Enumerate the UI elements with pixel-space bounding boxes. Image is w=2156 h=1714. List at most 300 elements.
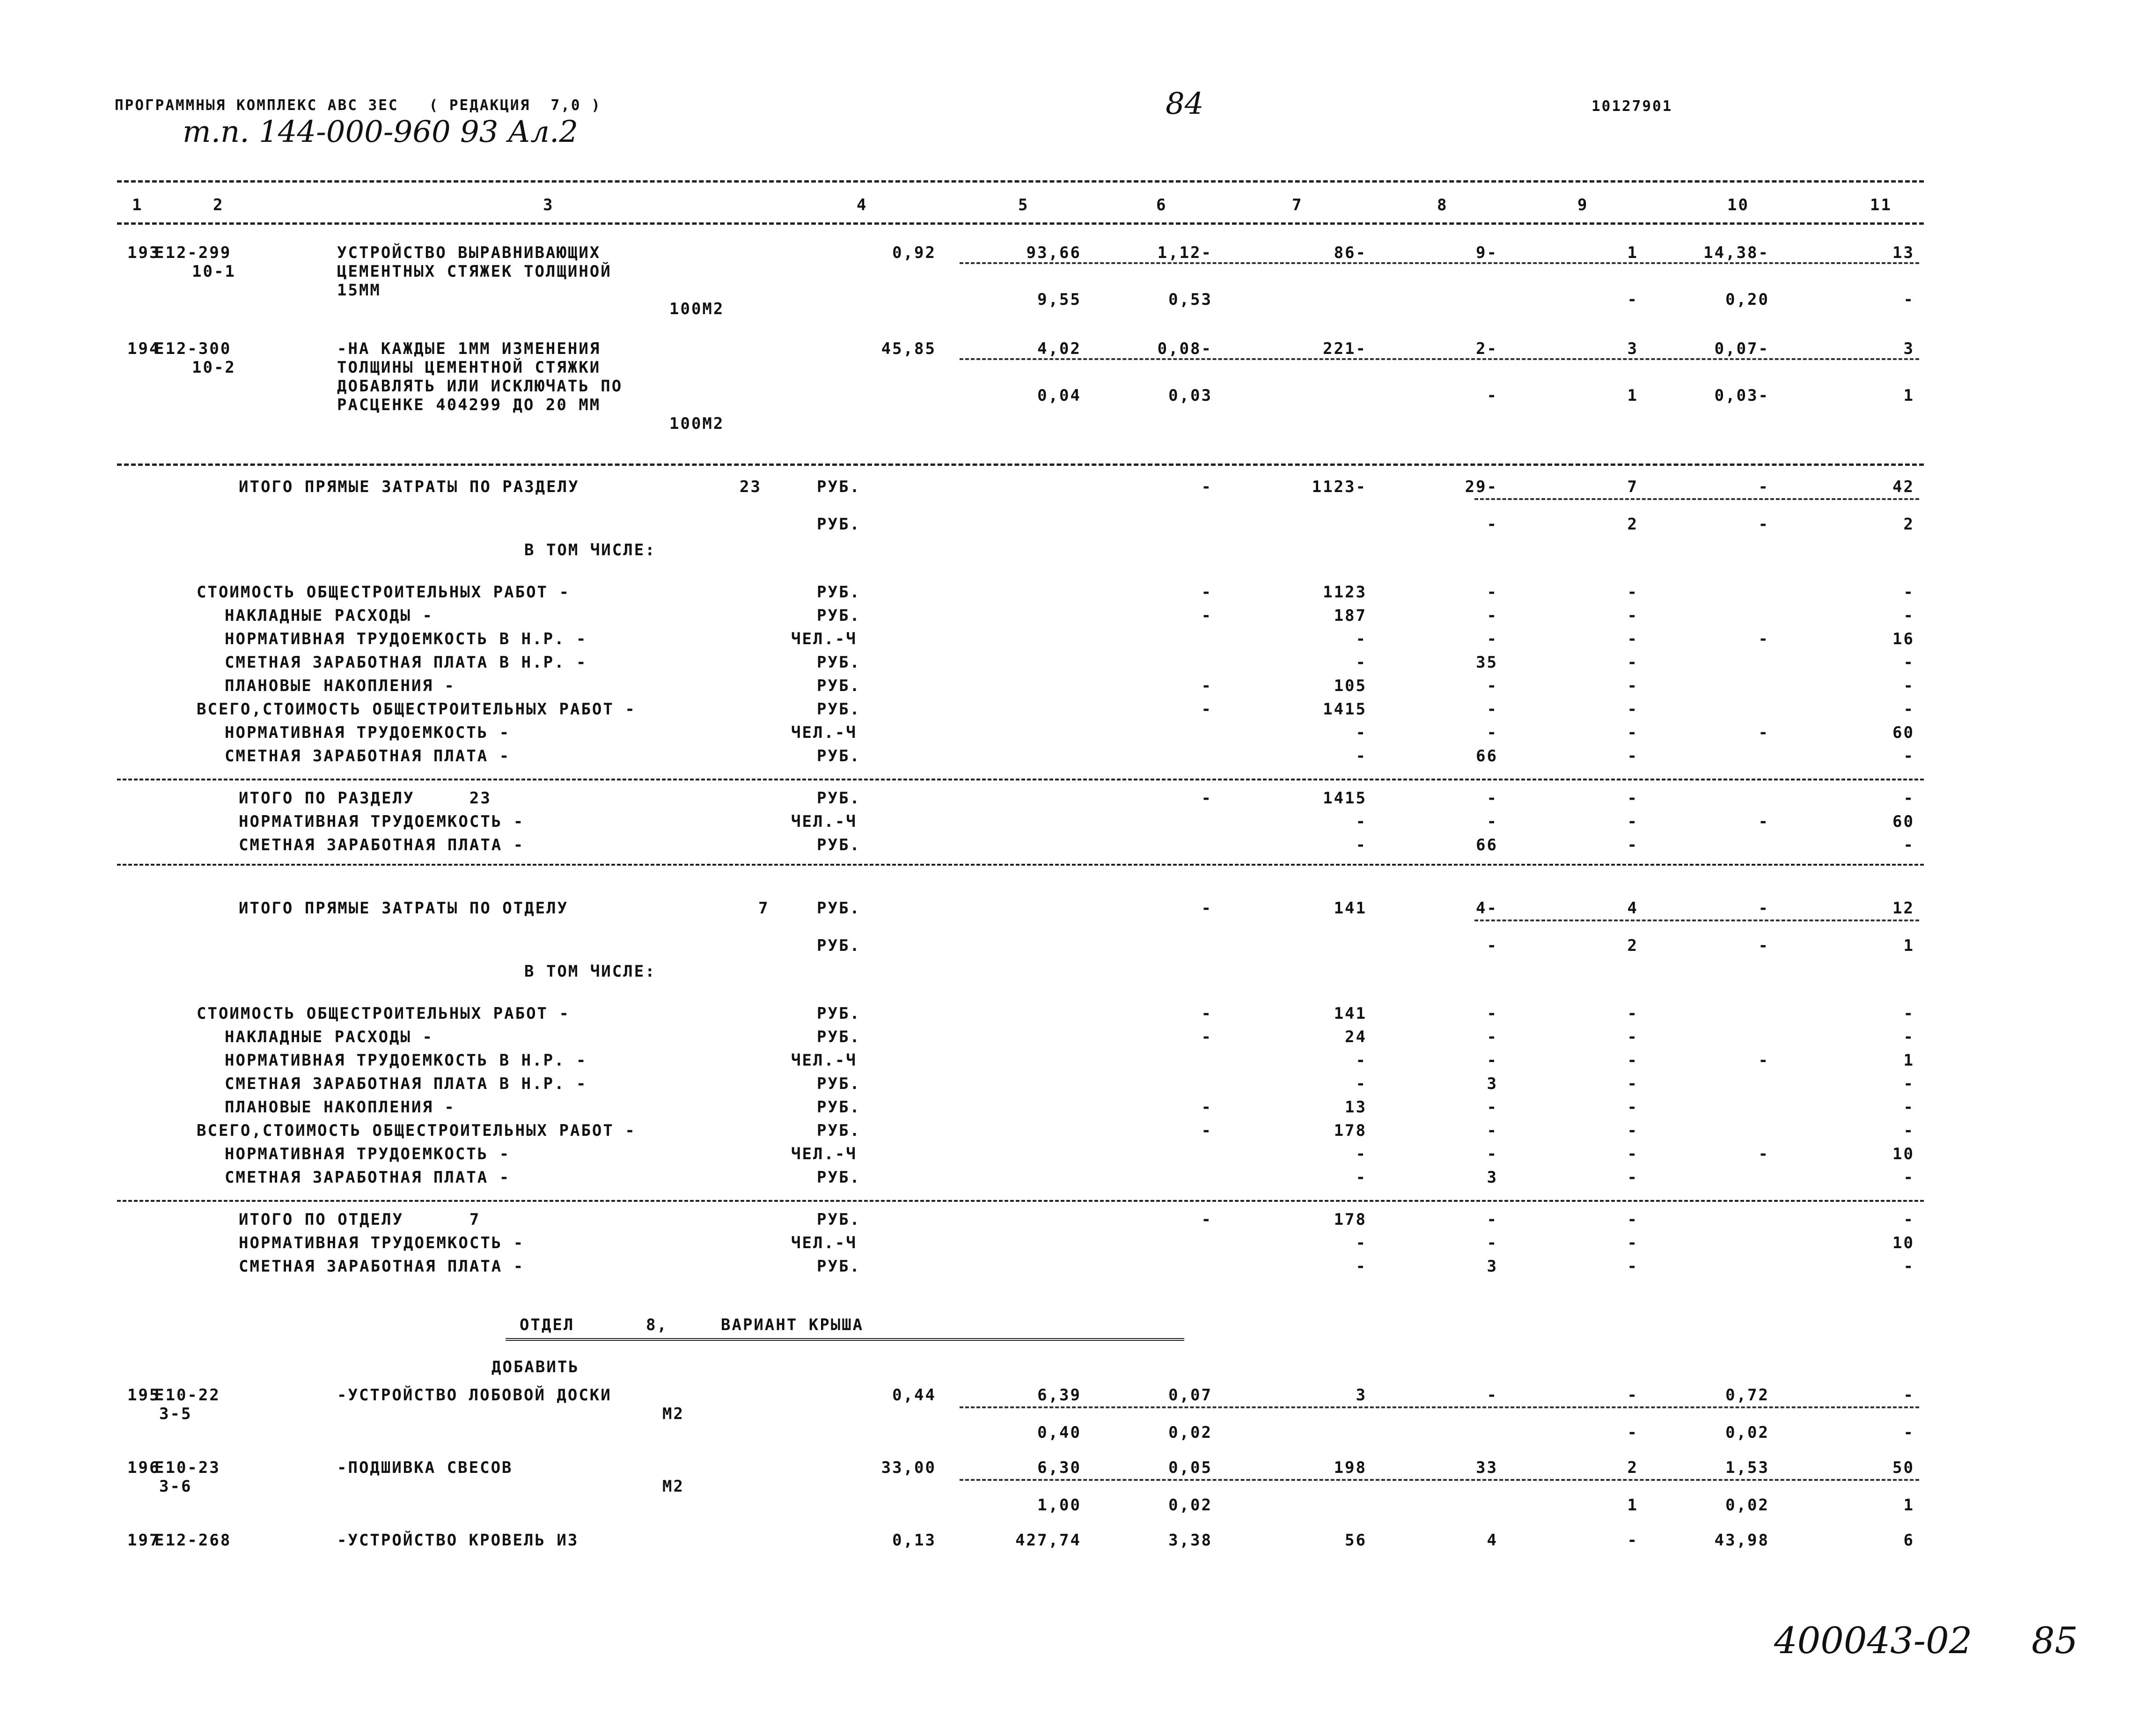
- cell-col11: -: [1903, 836, 1914, 854]
- cell-col6: -: [1201, 1121, 1212, 1140]
- cell-col8: 33: [1476, 1458, 1498, 1477]
- cell-col7: 187: [1334, 606, 1367, 625]
- cell-col10: 0,02: [1725, 1496, 1769, 1515]
- work-description-line: ДОБАВЛЯТЬ ИЛИ ИСКЛЮЧАТЬ ПО: [337, 377, 623, 396]
- rule: [117, 864, 1924, 866]
- cell-col9: -: [1627, 812, 1638, 831]
- double-rule: [506, 1338, 1184, 1341]
- column-number-9: 9: [1577, 196, 1589, 214]
- cell-col9: 2: [1627, 936, 1638, 955]
- cell-col8: -: [1487, 1386, 1498, 1405]
- unit: РУБ.: [817, 1074, 861, 1093]
- work-description: -ПОДШИВКА СВЕСОВ: [337, 1458, 513, 1477]
- cell-col8: 4: [1487, 1531, 1498, 1550]
- department-label: ОТДЕЛ: [520, 1316, 575, 1334]
- cost-item-label: НОРМАТИВНАЯ ТРУДОЕМКОСТЬ В Н.Р. -: [225, 630, 587, 648]
- cell-col11: -: [1903, 747, 1914, 765]
- unit: РУБ.: [817, 583, 861, 602]
- total-number: 7: [758, 899, 770, 918]
- including-heading: В ТОМ ЧИСЛЕ:: [524, 962, 656, 981]
- cell-col11: 1: [1903, 1496, 1914, 1515]
- cell-col9: -: [1627, 1004, 1638, 1023]
- cell-col9: 1: [1627, 1496, 1638, 1515]
- cell-col9: 3: [1627, 339, 1638, 358]
- row-number: 194: [127, 339, 161, 358]
- cell-col9: -: [1627, 700, 1638, 719]
- cell-col8: -: [1487, 1145, 1498, 1163]
- cost-item-label: СМЕТНАЯ ЗАРАБОТНАЯ ПЛАТА В Н.Р. -: [225, 653, 587, 672]
- footer-doc-number: 400043-02: [1774, 1620, 1973, 1662]
- summary-label: НОРМАТИВНАЯ ТРУДОЕМКОСТЬ -: [239, 1234, 525, 1252]
- cell-col6: 0,03: [1168, 386, 1212, 405]
- work-description: -УСТРОЙСТВО КРОВЕЛЬ ИЗ: [337, 1531, 579, 1550]
- unit: РУБ.: [817, 515, 861, 534]
- cell-col8: 4-: [1476, 899, 1498, 918]
- cell-col11: -: [1903, 606, 1914, 625]
- cell-col6: 0,05: [1168, 1458, 1212, 1477]
- cell-col10: 0,07-: [1714, 339, 1769, 358]
- cell-col6: 3,38: [1168, 1531, 1212, 1550]
- price-subcode: 3-6: [159, 1477, 192, 1496]
- sub-rule: [960, 358, 1919, 360]
- price-code: Е10-22: [154, 1386, 220, 1405]
- cell-col6: -: [1201, 899, 1212, 918]
- cell-col9: 1: [1627, 386, 1638, 405]
- cell-col7: -: [1356, 812, 1367, 831]
- cell-col9: -: [1627, 1234, 1638, 1252]
- work-description-line: РАСЦЕНКЕ 404299 ДО 20 ММ: [337, 396, 601, 414]
- price-code: Е10-23: [154, 1458, 220, 1477]
- cell-col8: 3: [1487, 1074, 1498, 1093]
- price-code: Е12-268: [154, 1531, 232, 1550]
- column-number-7: 7: [1292, 196, 1303, 214]
- cell-col11: -: [1903, 583, 1914, 602]
- column-number-3: 3: [543, 196, 554, 214]
- cell-col11: 1: [1903, 386, 1914, 405]
- cell-col7: -: [1356, 1074, 1367, 1093]
- cell-col11: 10: [1892, 1234, 1914, 1252]
- cell-col10: -: [1758, 936, 1769, 955]
- cell-col8: -: [1487, 583, 1498, 602]
- cell-col4: 33,00: [881, 1458, 936, 1477]
- department-title: ВАРИАНТ КРЫША: [721, 1316, 864, 1334]
- rule: [117, 180, 1924, 183]
- add-heading: ДОБАВИТЬ: [491, 1358, 579, 1376]
- cell-col11: 10: [1892, 1145, 1914, 1163]
- unit: ЧЕЛ.-Ч: [791, 812, 857, 831]
- cell-col11: 50: [1892, 1458, 1914, 1477]
- cell-col7: 56: [1345, 1531, 1367, 1550]
- cell-col7: 3: [1356, 1386, 1367, 1405]
- cell-col8: 29-: [1465, 478, 1498, 496]
- cell-col9: -: [1627, 653, 1638, 672]
- cell-col6: 0,53: [1168, 290, 1212, 309]
- cell-col7: 141: [1334, 1004, 1367, 1023]
- cell-col11: -: [1903, 1121, 1914, 1140]
- cell-col9: -: [1627, 1257, 1638, 1276]
- cell-col8: -: [1487, 723, 1498, 742]
- cell-col5: 427,74: [1015, 1531, 1081, 1550]
- unit: РУБ.: [817, 747, 861, 765]
- summary-label: СМЕТНАЯ ЗАРАБОТНАЯ ПЛАТА -: [239, 1257, 525, 1276]
- column-number-11: 11: [1870, 196, 1892, 214]
- cell-col8: -: [1487, 1004, 1498, 1023]
- unit: РУБ.: [817, 478, 861, 496]
- cell-col10: -: [1758, 515, 1769, 534]
- cell-col9: -: [1627, 1423, 1638, 1442]
- cell-col5: 6,39: [1037, 1386, 1081, 1405]
- cell-col11: -: [1903, 1210, 1914, 1229]
- unit: РУБ.: [817, 606, 861, 625]
- cell-col11: 12: [1892, 899, 1914, 918]
- cell-col7: 1415: [1323, 789, 1367, 808]
- cell-col5: 6,30: [1037, 1458, 1081, 1477]
- cell-col5: 4,02: [1037, 339, 1081, 358]
- unit: РУБ.: [817, 653, 861, 672]
- cell-col11: -: [1903, 1168, 1914, 1187]
- cell-col9: -: [1627, 1386, 1638, 1405]
- cell-col7: -: [1356, 723, 1367, 742]
- column-number-6: 6: [1156, 196, 1167, 214]
- summary-label: НОРМАТИВНАЯ ТРУДОЕМКОСТЬ -: [239, 812, 525, 831]
- cell-col5: 93,66: [1026, 243, 1081, 262]
- cell-col10: -: [1758, 899, 1769, 918]
- cell-col7: -: [1356, 1257, 1367, 1276]
- cell-col6: -: [1201, 1210, 1212, 1229]
- cell-col7: 1123-: [1312, 478, 1367, 496]
- cell-col9: -: [1627, 789, 1638, 808]
- cell-col9: -: [1627, 677, 1638, 695]
- unit: РУБ.: [817, 836, 861, 854]
- unit: РУБ.: [817, 936, 861, 955]
- cell-col10: 0,02: [1725, 1423, 1769, 1442]
- cell-col7: 1415: [1323, 700, 1367, 719]
- cell-col7: 24: [1345, 1028, 1367, 1046]
- cell-col8: 3: [1487, 1168, 1498, 1187]
- cell-col5: 9,55: [1037, 290, 1081, 309]
- cell-col7: -: [1356, 1145, 1367, 1163]
- price-code: Е12-300: [154, 339, 232, 358]
- cell-col7: 178: [1334, 1121, 1367, 1140]
- cell-col10: -: [1758, 812, 1769, 831]
- cell-col4: 45,85: [881, 339, 936, 358]
- cell-col7: -: [1356, 1234, 1367, 1252]
- column-number-5: 5: [1018, 196, 1029, 214]
- cell-col8: 35: [1476, 653, 1498, 672]
- cell-col6: -: [1201, 1098, 1212, 1117]
- unit: РУБ.: [817, 1121, 861, 1140]
- cell-col9: -: [1627, 1074, 1638, 1093]
- rule: [117, 222, 1924, 225]
- cell-col9: -: [1627, 1051, 1638, 1070]
- cell-col10: -: [1758, 1051, 1769, 1070]
- cell-col7: -: [1356, 747, 1367, 765]
- cell-col9: 1: [1627, 243, 1638, 262]
- cell-col11: -: [1903, 1028, 1914, 1046]
- cell-col9: 2: [1627, 1458, 1638, 1477]
- department-number: 8,: [646, 1316, 668, 1334]
- cost-item-label: СМЕТНАЯ ЗАРАБОТНАЯ ПЛАТА В Н.Р. -: [225, 1074, 587, 1093]
- cost-item-label: СМЕТНАЯ ЗАРАБОТНАЯ ПЛАТА -: [225, 1168, 511, 1187]
- cell-col11: 3: [1903, 339, 1914, 358]
- cell-col6: -: [1201, 677, 1212, 695]
- work-description-line: ЦЕМЕНТНЫХ СТЯЖЕК ТОЛЩИНОЙ: [337, 262, 612, 281]
- row-number: 196: [127, 1458, 161, 1477]
- row-number: 195: [127, 1386, 161, 1405]
- unit: РУБ.: [817, 899, 861, 918]
- cell-col10: 14,38-: [1703, 243, 1769, 262]
- cost-item-label: НАКЛАДНЫЕ РАСХОДЫ -: [225, 606, 433, 625]
- cell-col6: -: [1201, 583, 1212, 602]
- price-subcode: 3-5: [159, 1405, 192, 1423]
- cell-col8: -: [1487, 630, 1498, 648]
- sub-rule: [1474, 498, 1919, 500]
- cell-col6: -: [1201, 789, 1212, 808]
- cell-col11: 16: [1892, 630, 1914, 648]
- cell-col6: -: [1201, 1028, 1212, 1046]
- cell-col8: 9-: [1476, 243, 1498, 262]
- unit: ЧЕЛ.-Ч: [791, 723, 857, 742]
- cell-col10: 1,53: [1725, 1458, 1769, 1477]
- cell-col10: 0,20: [1725, 290, 1769, 309]
- work-description-line: ТОЛЩИНЫ ЦЕМЕНТНОЙ СТЯЖКИ: [337, 358, 601, 377]
- price-code: Е12-299: [154, 243, 232, 262]
- cell-col8: -: [1487, 1028, 1498, 1046]
- footer-page-number: 85: [2031, 1620, 2078, 1662]
- cell-col11: 1: [1903, 936, 1914, 955]
- cell-col8: 66: [1476, 747, 1498, 765]
- cell-col7: -: [1356, 653, 1367, 672]
- unit: РУБ.: [817, 700, 861, 719]
- cell-col11: 60: [1892, 812, 1914, 831]
- cost-item-label: СМЕТНАЯ ЗАРАБОТНАЯ ПЛАТА -: [225, 747, 511, 765]
- cell-col6: -: [1201, 1004, 1212, 1023]
- cell-col6: -: [1201, 700, 1212, 719]
- cell-col6: 0,07: [1168, 1386, 1212, 1405]
- cell-col9: -: [1627, 723, 1638, 742]
- unit: РУБ.: [817, 1004, 861, 1023]
- cost-item-label: СТОИМОСТЬ ОБЩЕСТРОИТЕЛЬНЫХ РАБОТ -: [197, 583, 570, 602]
- program-header: ПРОГРАММНЫЯ КОМПЛЕКС АВС ЗЕС ( РЕДАКЦИЯ 7,0 ): [115, 97, 601, 114]
- cell-col5: 1,00: [1037, 1496, 1081, 1515]
- cell-col9: -: [1627, 1098, 1638, 1117]
- column-number-4: 4: [857, 196, 868, 214]
- unit: РУБ.: [817, 1098, 861, 1117]
- unit: РУБ.: [817, 1257, 861, 1276]
- rule: [117, 779, 1924, 780]
- cell-col7: -: [1356, 1168, 1367, 1187]
- cell-col11: 6: [1903, 1531, 1914, 1550]
- unit: РУБ.: [817, 1168, 861, 1187]
- cost-item-label: НОРМАТИВНАЯ ТРУДОЕМКОСТЬ -: [225, 723, 511, 742]
- cell-col7: 178: [1334, 1210, 1367, 1229]
- handwritten-reference: т.п. 144-000-960 93 Ал.2: [183, 115, 579, 149]
- cell-col8: 2-: [1476, 339, 1498, 358]
- cell-col6: -: [1201, 606, 1212, 625]
- cell-col11: -: [1903, 1074, 1914, 1093]
- unit: РУБ.: [817, 677, 861, 695]
- sub-rule: [960, 1406, 1919, 1408]
- cell-col8: -: [1487, 789, 1498, 808]
- unit-of-measure: М2: [662, 1405, 684, 1423]
- cost-item-label: НАКЛАДНЫЕ РАСХОДЫ -: [225, 1028, 433, 1046]
- cell-col11: 2: [1903, 515, 1914, 534]
- sub-rule: [960, 262, 1919, 264]
- cell-col8: -: [1487, 1051, 1498, 1070]
- cell-col9: -: [1627, 1121, 1638, 1140]
- sub-rule: [1474, 920, 1919, 921]
- cell-col5: 0,04: [1037, 386, 1081, 405]
- cost-item-label: СТОИМОСТЬ ОБЩЕСТРОИТЕЛЬНЫХ РАБОТ -: [197, 1004, 570, 1023]
- cell-col9: -: [1627, 1028, 1638, 1046]
- cell-col6: -: [1201, 478, 1212, 496]
- cell-col11: -: [1903, 1257, 1914, 1276]
- cell-col9: -: [1627, 1531, 1638, 1550]
- cell-col7: 86-: [1334, 243, 1367, 262]
- cell-col8: -: [1487, 812, 1498, 831]
- cell-col8: -: [1487, 936, 1498, 955]
- cell-col7: -: [1356, 1051, 1367, 1070]
- cell-col11: -: [1903, 700, 1914, 719]
- cost-item-label: НОРМАТИВНАЯ ТРУДОЕМКОСТЬ -: [225, 1145, 511, 1163]
- cell-col8: -: [1487, 1121, 1498, 1140]
- cell-col10: -: [1758, 630, 1769, 648]
- cell-col11: 1: [1903, 1051, 1914, 1070]
- cell-col9: 7: [1627, 478, 1638, 496]
- direct-cost-total-label: ИТОГО ПРЯМЫЕ ЗАТРАТЫ ПО ОТДЕЛУ: [239, 899, 569, 918]
- cell-col10: 0,72: [1725, 1386, 1769, 1405]
- cell-col8: -: [1487, 700, 1498, 719]
- cell-col5: 0,40: [1037, 1423, 1081, 1442]
- cell-col8: -: [1487, 1098, 1498, 1117]
- cell-col6: 0,02: [1168, 1496, 1212, 1515]
- cell-col11: 13: [1892, 243, 1914, 262]
- cell-col11: -: [1903, 1098, 1914, 1117]
- cell-col11: -: [1903, 1423, 1914, 1442]
- unit: РУБ.: [817, 789, 861, 808]
- cell-col11: -: [1903, 653, 1914, 672]
- unit: ЧЕЛ.-Ч: [791, 1145, 857, 1163]
- summary-label: СМЕТНАЯ ЗАРАБОТНАЯ ПЛАТА -: [239, 836, 525, 854]
- cell-col8: -: [1487, 677, 1498, 695]
- cell-col7: 105: [1334, 677, 1367, 695]
- summary-label: ИТОГО ПО РАЗДЕЛУ 23: [239, 789, 491, 808]
- including-heading: В ТОМ ЧИСЛЕ:: [524, 541, 656, 559]
- column-number-1: 1: [132, 196, 143, 214]
- cell-col10: -: [1758, 478, 1769, 496]
- cost-item-label: НОРМАТИВНАЯ ТРУДОЕМКОСТЬ В Н.Р. -: [225, 1051, 587, 1070]
- cell-col6: 0,08-: [1157, 339, 1212, 358]
- work-description-line: -НА КАЖДЫЕ 1ММ ИЗМЕНЕНИЯ: [337, 339, 601, 358]
- unit-of-measure: 100М2: [669, 300, 725, 318]
- cell-col11: -: [1903, 1386, 1914, 1405]
- cost-item-label: ВСЕГО,СТОИМОСТЬ ОБЩЕСТРОИТЕЛЬНЫХ РАБОТ -: [197, 700, 636, 719]
- cell-col9: -: [1627, 583, 1638, 602]
- cell-col10: 43,98: [1714, 1531, 1769, 1550]
- work-description-line: 15ММ: [337, 281, 381, 300]
- cell-col6: 1,12-: [1157, 243, 1212, 262]
- cell-col9: -: [1627, 290, 1638, 309]
- work-description: -УСТРОЙСТВО ЛОБОВОЙ ДОСКИ: [337, 1386, 612, 1405]
- unit: ЧЕЛ.-Ч: [791, 1234, 857, 1252]
- column-number-2: 2: [213, 196, 224, 214]
- document-code: 10127901: [1591, 98, 1673, 115]
- cell-col4: 0,44: [892, 1386, 936, 1405]
- cell-col7: 198: [1334, 1458, 1367, 1477]
- cost-item-label: ВСЕГО,СТОИМОСТЬ ОБЩЕСТРОИТЕЛЬНЫХ РАБОТ -: [197, 1121, 636, 1140]
- cell-col8: -: [1487, 1234, 1498, 1252]
- summary-label: ИТОГО ПО ОТДЕЛУ 7: [239, 1210, 481, 1229]
- cell-col7: 141: [1334, 899, 1367, 918]
- cell-col7: 221-: [1323, 339, 1367, 358]
- page-number: 84: [1166, 87, 1204, 121]
- unit: ЧЕЛ.-Ч: [791, 630, 857, 648]
- cell-col9: 2: [1627, 515, 1638, 534]
- cell-col9: -: [1627, 1168, 1638, 1187]
- cell-col11: -: [1903, 677, 1914, 695]
- cell-col9: -: [1627, 836, 1638, 854]
- cell-col8: 66: [1476, 836, 1498, 854]
- cost-item-label: ПЛАНОВЫЕ НАКОПЛЕНИЯ -: [225, 1098, 455, 1117]
- cell-col7: -: [1356, 630, 1367, 648]
- cell-col11: -: [1903, 1004, 1914, 1023]
- cell-col9: 4: [1627, 899, 1638, 918]
- unit-of-measure: 100М2: [669, 414, 725, 433]
- cell-col8: -: [1487, 1210, 1498, 1229]
- column-number-8: 8: [1437, 196, 1448, 214]
- cell-col8: 3: [1487, 1257, 1498, 1276]
- cell-col6: 0,02: [1168, 1423, 1212, 1442]
- cell-col9: -: [1627, 747, 1638, 765]
- cell-col10: 0,03-: [1714, 386, 1769, 405]
- cell-col7: 1123: [1323, 583, 1367, 602]
- cell-col10: -: [1758, 723, 1769, 742]
- cell-col11: -: [1903, 290, 1914, 309]
- column-number-10: 10: [1727, 196, 1749, 214]
- cell-col8: -: [1487, 386, 1498, 405]
- cell-col11: 60: [1892, 723, 1914, 742]
- price-subcode: 10-2: [192, 358, 236, 377]
- cell-col7: 13: [1345, 1098, 1367, 1117]
- cell-col9: -: [1627, 606, 1638, 625]
- unit: РУБ.: [817, 1028, 861, 1046]
- price-subcode: 10-1: [192, 262, 236, 281]
- cell-col9: -: [1627, 630, 1638, 648]
- cell-col11: -: [1903, 789, 1914, 808]
- cell-col9: -: [1627, 1145, 1638, 1163]
- cell-col9: -: [1627, 1210, 1638, 1229]
- unit: РУБ.: [817, 1210, 861, 1229]
- cell-col8: -: [1487, 606, 1498, 625]
- rule: [117, 1200, 1924, 1202]
- unit: ЧЕЛ.-Ч: [791, 1051, 857, 1070]
- row-number: 197: [127, 1531, 161, 1550]
- work-description-line: УСТРОЙСТВО ВЫРАВНИВАЮЩИХ: [337, 243, 601, 262]
- cell-col10: -: [1758, 1145, 1769, 1163]
- rule: [117, 463, 1924, 466]
- cell-col8: -: [1487, 515, 1498, 534]
- total-number: 23: [740, 478, 762, 496]
- sub-rule: [960, 1479, 1919, 1481]
- direct-cost-total-label: ИТОГО ПРЯМЫЕ ЗАТРАТЫ ПО РАЗДЕЛУ: [239, 478, 579, 496]
- cell-col11: 42: [1892, 478, 1914, 496]
- cell-col7: -: [1356, 836, 1367, 854]
- row-number: 193: [127, 243, 161, 262]
- cell-col4: 0,92: [892, 243, 936, 262]
- cell-col4: 0,13: [892, 1531, 936, 1550]
- cost-item-label: ПЛАНОВЫЕ НАКОПЛЕНИЯ -: [225, 677, 455, 695]
- unit-of-measure: М2: [662, 1477, 684, 1496]
